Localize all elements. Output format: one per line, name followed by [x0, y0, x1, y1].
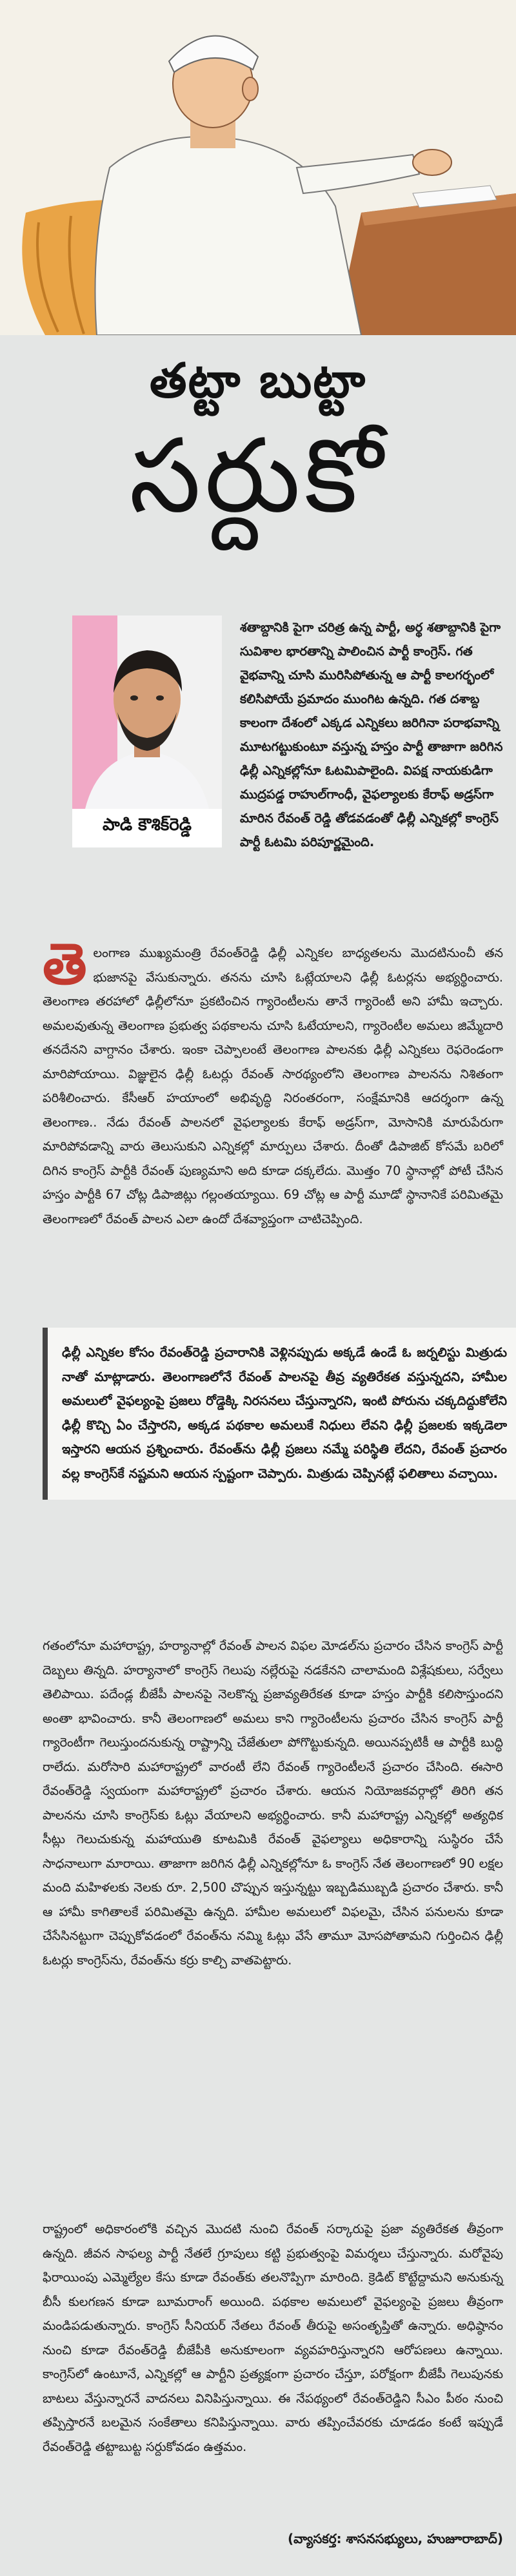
- quote-text: ఢిల్లీ ఎన్నికల కోసం రేవంత్‌రెడ్డి ప్రచారానికి వెళ్లినప్పుడు అక్కడే ఉండే ఓ జర్నలిస్టు మిత్రుడు నాతో మాట్లాడారు. తెలంగాణలోనే రేవంత్ పాలనపై తీవ్ర వ్యతిరేకత వస్తున్నదని, హామీల అమలులో వైఫల్యంపై ప్రజలు రోడ్డెక్కి నిరసనలు చేస్తున్నారని, ఇంటి పోరును చక్కదిద్దుకోలేని ఢిల్లీ కొచ్చి ఏం చేస్తారని, అక్కడ పథకాల అమలుకే నిధులు లేవని ఢిల్లీ ప్రజలకు ఇక్కడెలా ఇస్తారని ఆయన ప్రశ్నించారు. రేవంత్‌ను ఢిల్లీ ప్రజలు నమ్మే పరిస్థితి లేదని, రేవంత్ ప్రచారం వల్ల కాంగ్రెస్‌కే నష్టమని ఆయన స్పష్టంగా చెప్పారు. మిత్రుడు చెప్పినట్లే ఫలితాలు వచ్చాయి.: [62, 1345, 507, 1481]
- author-photo-box: [72, 615, 222, 847]
- kicker-title: తట్టా బుట్టా: [149, 353, 367, 409]
- section-2-text: గతంలోనూ మహారాష్ట్ర, హర్యానాల్లో రేవంత్ పాలన విఫల మోడల్‌ను ప్రచారం చేసిన కాంగ్రెస్ పార్టీ దెబ్బలు తిన్నది. హర్యానాలో కాంగ్రెస్ గెలుపు నల్లేరుపై నడకేనని చాలామంది విశ్లేషకులు, సర్వేలు తెలిపాయి. పదేండ్ల బీజేపీ పాలనపై నెలకొన్న ప్రజావ్యతిరేకత కూడా హస్తం పార్టీకి కలిసొస్తుందని అంతా భావించారు. కానీ తెలంగాణలో అమలు కాని గ్యారెంటీలను ప్రచారం చేసిన కాంగ్రెస్ పార్టీ గ్యారెంటీగా గెలుస్తుందనుకున్న రాష్ట్రాన్ని చేజేతులా పోగొట్టుకున్నది. అయినప్పటికీ ఆ పార్టీకి బుద్ధి రాలేదు. మరోసారి మహారాష్ట్రలో వారంటీ లేని రేవంత్ గ్యారెంటీలనే ప్రచారం చేసింది. ఈసారి రేవంత్‌రెడ్డి స్వయంగా మహారాష్ట్రలో ప్రచారం చేశారు. ఆయన నియోజకవర్గాల్లో తిరిగి తన పాలనను చూసి కాంగ్రెస్‌కు ఓట్లు వేయాలని అభ్యర్థించారు. కానీ మహారాష్ట్ర ఎన్నికల్లో అత్యధిక సీట్లు గెలుచుకున్న మహాయుతి కూటమికి రేవంత్ వైఫల్యాలు అధికారాన్ని సుస్థిరం చేసే సాధనాలుగా మారాయి. తాజాగా జరిగిన ఢిల్లీ ఎన్నికల్లోనూ ఓ కాంగ్రెస్ నేత తెలంగాణలో 90 లక్షల మంది మహిళలకు నెలకు రూ. 2,500 చొప్పున ఇస్తున్నట్టు ఇబ్బడిముబ్బడి ప్రచారం చేశారు. కానీ ఆ హామీ కాగితాలకే పరిమితమై ఉన్నది. హామీల అమలులో విఫలమై, చేసిన పనులను కూడా చేసేసినట్టుగా చెప్పుకోవడంలో రేవంత్‌ను నమ్మి ఓట్లు వేసే తామూ మోసపోతామని గుర్తించిన ఢిల్లీ ఓటర్లు కాంగ్రెస్‌ను, రేవంత్‌ను కర్రు కాల్చి వాతపెట్టారు.: [43, 1638, 503, 1968]
- cartoon-illustration: [0, 0, 516, 335]
- article-section-3: [43, 2217, 503, 2459]
- article-section-1: [43, 931, 503, 1231]
- author-photo-icon: [72, 615, 222, 809]
- intro-deck: [240, 615, 506, 854]
- headline: సర్దుకో: [129, 417, 387, 536]
- intro-deck-text: శతాబ్దానికి పైగా చరిత్ర ఉన్న పార్టీ, అర్థ శతాబ్దానికి పైగా సువిశాల భారతాన్ని పాలించిన పార్టీ కాంగ్రెస్. గత వైభవాన్ని చూసి మురిసిపోతున్న ఆ పార్టీ కాలగర్భంలో కలిసిపోయే ప్రమాదం ముంగిట ఉన్నది. గత దశాబ్ద కాలంగా దేశంలో ఎక్కడ ఎన్నికలు జరిగినా పరాభవాన్ని మూటగట్టుకుంటూ వస్తున్న హస్తం పార్టీ తాజాగా జరిగిన ఢిల్లీ ఎన్నికల్లోనూ ఓటమిపాలైంది. విపక్ష నాయకుడిగా ముద్రపడ్డ రాహుల్‌గాంధీ, వైఫల్యాలకు కేరాఫ్ అడ్రస్‌గా మారిన రేవంత్ రెడ్డి తోడవడంతో ఢిల్లీ ఎన్నికల్లో కాంగ్రెస్ పార్టీ ఓటమి పరిపూర్ణమైంది.: [240, 620, 503, 849]
- section-3-text: రాష్ట్రంలో అధికారంలోకి వచ్చిన మొదటి నుంచి రేవంత్ సర్కారుపై ప్రజా వ్యతిరేకత తీవ్రంగా ఉన్నది. జీవన సాఫల్య పార్టీ నేతలే గ్రూపులు కట్టి ప్రభుత్వంపై విమర్శలు చేస్తున్నారు. మరోవైపు ఫిరాయింపు ఎమ్మెల్యేల కేసు కూడా రేవంత్‌కు తలనొప్పిగా మారింది. క్రెడిట్ కొట్టేద్దామని అనుకున్న బీసీ కులగణన కూడా బూమరాంగ్ అయింది. పథకాల అమలులో వైఫల్యంపై ప్రజలు తీవ్రంగా మండిపడుతున్నారు. కాంగ్రెస్ సీనియర్ నేతలు రేవంత్ తీరుపై అసంతృప్తితో ఉన్నారు. అధిష్ఠానం నుంచి కూడా రేవంత్‌రెడ్డి బీజేపీకి అనుకూలంగా వ్యవహరిస్తున్నారని ఆరోపణలు ఉన్నాయి. కాంగ్రెస్‌లో ఉంటూనే, ఎన్నికల్లో ఆ పార్టీని ప్రత్యక్షంగా ప్రచారం చేస్తూ, పరోక్షంగా బీజేపీ గెలుపునకు బాటలు వేస్తున్నారనే వాదనలు వినిపిస్తున్నాయి. ఈ నేపథ్యంలో రేవంత్‌రెడ్డిని సీఎం పీఠం నుంచి తప్పిస్తారనే బలమైన సంకేతాలు కనిపిస్తున్నాయి. వారు తప్పించేవరకు చూడడం కంటే ఇప్పుడే రేవంత్‌రెడ్డి తట్టాబుట్ట సర్దుకోవడం ఉత్తమం.: [43, 2222, 503, 2454]
- dropcap: తె: [43, 931, 87, 997]
- article-section-2: [43, 1634, 503, 1972]
- writer-note: (వ్యాసకర్త: శాసనసభ్యులు, హుజూరాబాద్): [287, 2531, 503, 2546]
- section-1-text: లంగాణ ముఖ్యమంత్రి రేవంత్‌రెడ్డి ఢిల్లీ ఎన్నికల బాధ్యతలను మొదటినుంచీ తన భుజానపై వేసుకున్నారు. తనను చూసి ఓట్లేయాలని ఢిల్లీ ఓటర్లను అభ్యర్థించారు. తెలంగాణ తరహాలో ఢిల్లీలోనూ ప్రకటించిన గ్యారెంటీలను తానే గ్యారెంటీ అని హామీ ఇచ్చారు. అమలవుతున్న తెలంగాణ ప్రభుత్వ పథకాలను చూసి ఓటేయాలని, గ్యారెంటీల అమలు జిమ్మేదారి తనదేనని వాగ్దానం చేశారు. ఇంకా చెప్పాలంటే తెలంగాణ పాలనకు ఢిల్లీ ఎన్నికలు రెఫరెండంగా మారిపోయాయి. విజ్ఞులైన ఢిల్లీ ఓటర్లు రేవంత్ సారథ్యంలోని తెలంగాణ పాలనను నిశితంగా పరిశీలించారు. కేసీఆర్ హయాంలో అభివృద్ధి నిరంతరంగా, సంక్షేమానికి ఆదర్శంగా ఉన్న తెలంగాణ.. నేడు రేవంత్ పాలనలో వైఫల్యాలకు కేరాఫ్ అడ్రస్‌గా, మోసానికి మారుపేరుగా మారిపోవడాన్ని వారు తెలుసుకుని ఎన్నికల్లో మార్పులు చేశారు. దీంతో డిపాజిట్ కోసమే బరిలో దిగిన కాంగ్రెస్ పార్టీకి రేవంత్ పుణ్యమాని అది కూడా దక్కలేదు. మొత్తం 70 స్థానాల్లో పోటీ చేసిన హస్తం పార్టీకి 67 చోట్ల డిపాజిట్లు గల్లంతయ్యాయి. 69 చోట్ల ఆ పార్టీ మూడో స్థానానికే పరిమితమై తెలంగాణలో రేవంత్ పాలన ఎలా ఉందో దేశవ్యాప్తంగా చాటిచెప్పింది.: [43, 945, 503, 1226]
- highlight-quote-box: [43, 1328, 516, 1500]
- politician-cartoon-icon: [0, 0, 516, 335]
- author-byline: పాడి కౌశిక్‌రెడ్డి: [103, 815, 192, 835]
